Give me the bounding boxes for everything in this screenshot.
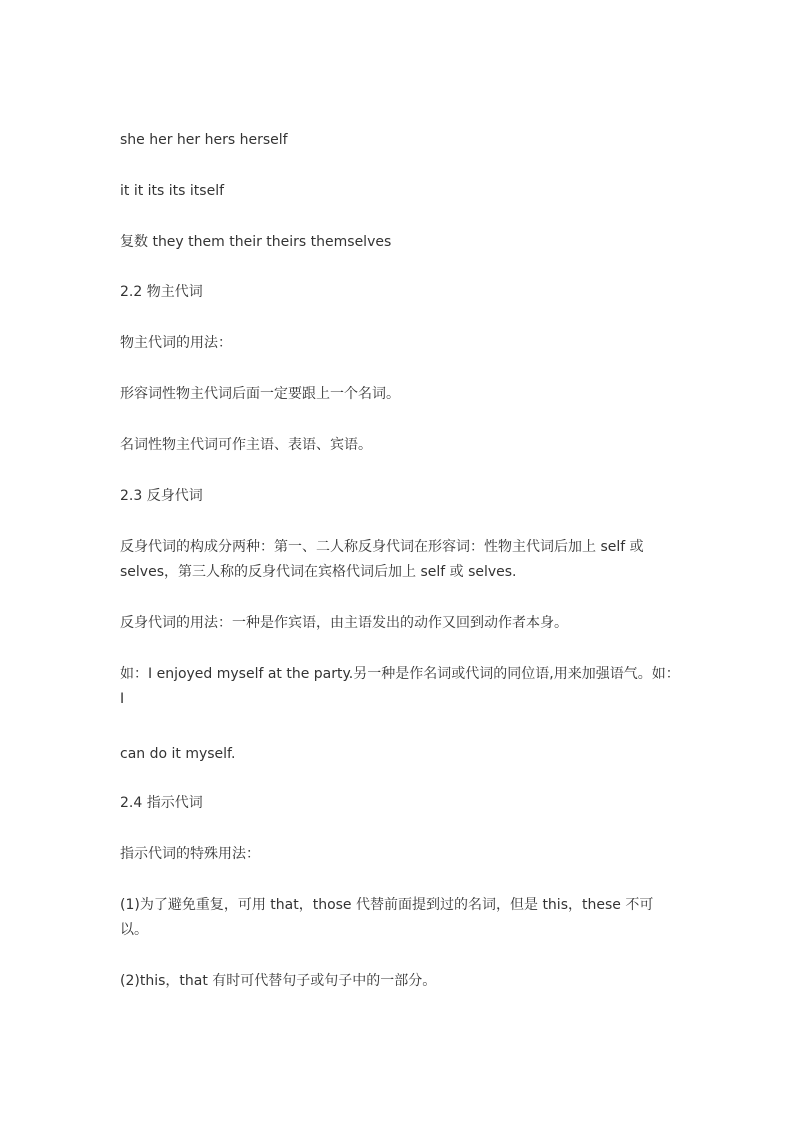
paragraph-reflexive-example: 如：I enjoyed myself at the party.另一种是作名词或代词的同位语,用来加强语气。如：I [120, 666, 680, 707]
paragraph-demonstrative-rule-2: (2)this，that 有时可代替句子或句子中的一部分。 [120, 973, 437, 989]
paragraph-noun-possessive: 名词性物主代词可作主语、表语、宾语。 [120, 437, 372, 453]
paragraph-reflexive-example-continued: can do it myself. [120, 746, 236, 762]
pronoun-row-she: she her her hers herself [120, 132, 288, 148]
paragraph-demonstrative-usage: 指示代词的特殊用法： [120, 846, 260, 862]
pronoun-row-it: it it its its itself [120, 183, 225, 199]
section-heading-demonstrative: 2.4 指示代词 [120, 795, 203, 811]
paragraph-reflexive-formation: 反身代词的构成分两种：第一、二人称反身代词在形容词：性物主代词后加上 self 或 selves，第三人称的反身代词在宾格代词后加上 self 或 selves. [120, 539, 644, 580]
pronoun-row-plural: 复数 they them their theirs themselves [120, 234, 392, 250]
paragraph-possessive-usage: 物主代词的用法： [120, 335, 232, 351]
section-heading-reflexive: 2.3 反身代词 [120, 488, 203, 504]
paragraph-adjective-possessive: 形容词性物主代词后面一定要跟上一个名词。 [120, 386, 400, 402]
paragraph-demonstrative-rule-1: (1)为了避免重复，可用 that，those 代替前面提到过的名词，但是 this，these 不可以。 [120, 897, 654, 938]
paragraph-reflexive-usage: 反身代词的用法：一种是作宾语，由主语发出的动作又回到动作者本身。 [120, 615, 568, 631]
section-heading-possessive: 2.2 物主代词 [120, 284, 203, 300]
